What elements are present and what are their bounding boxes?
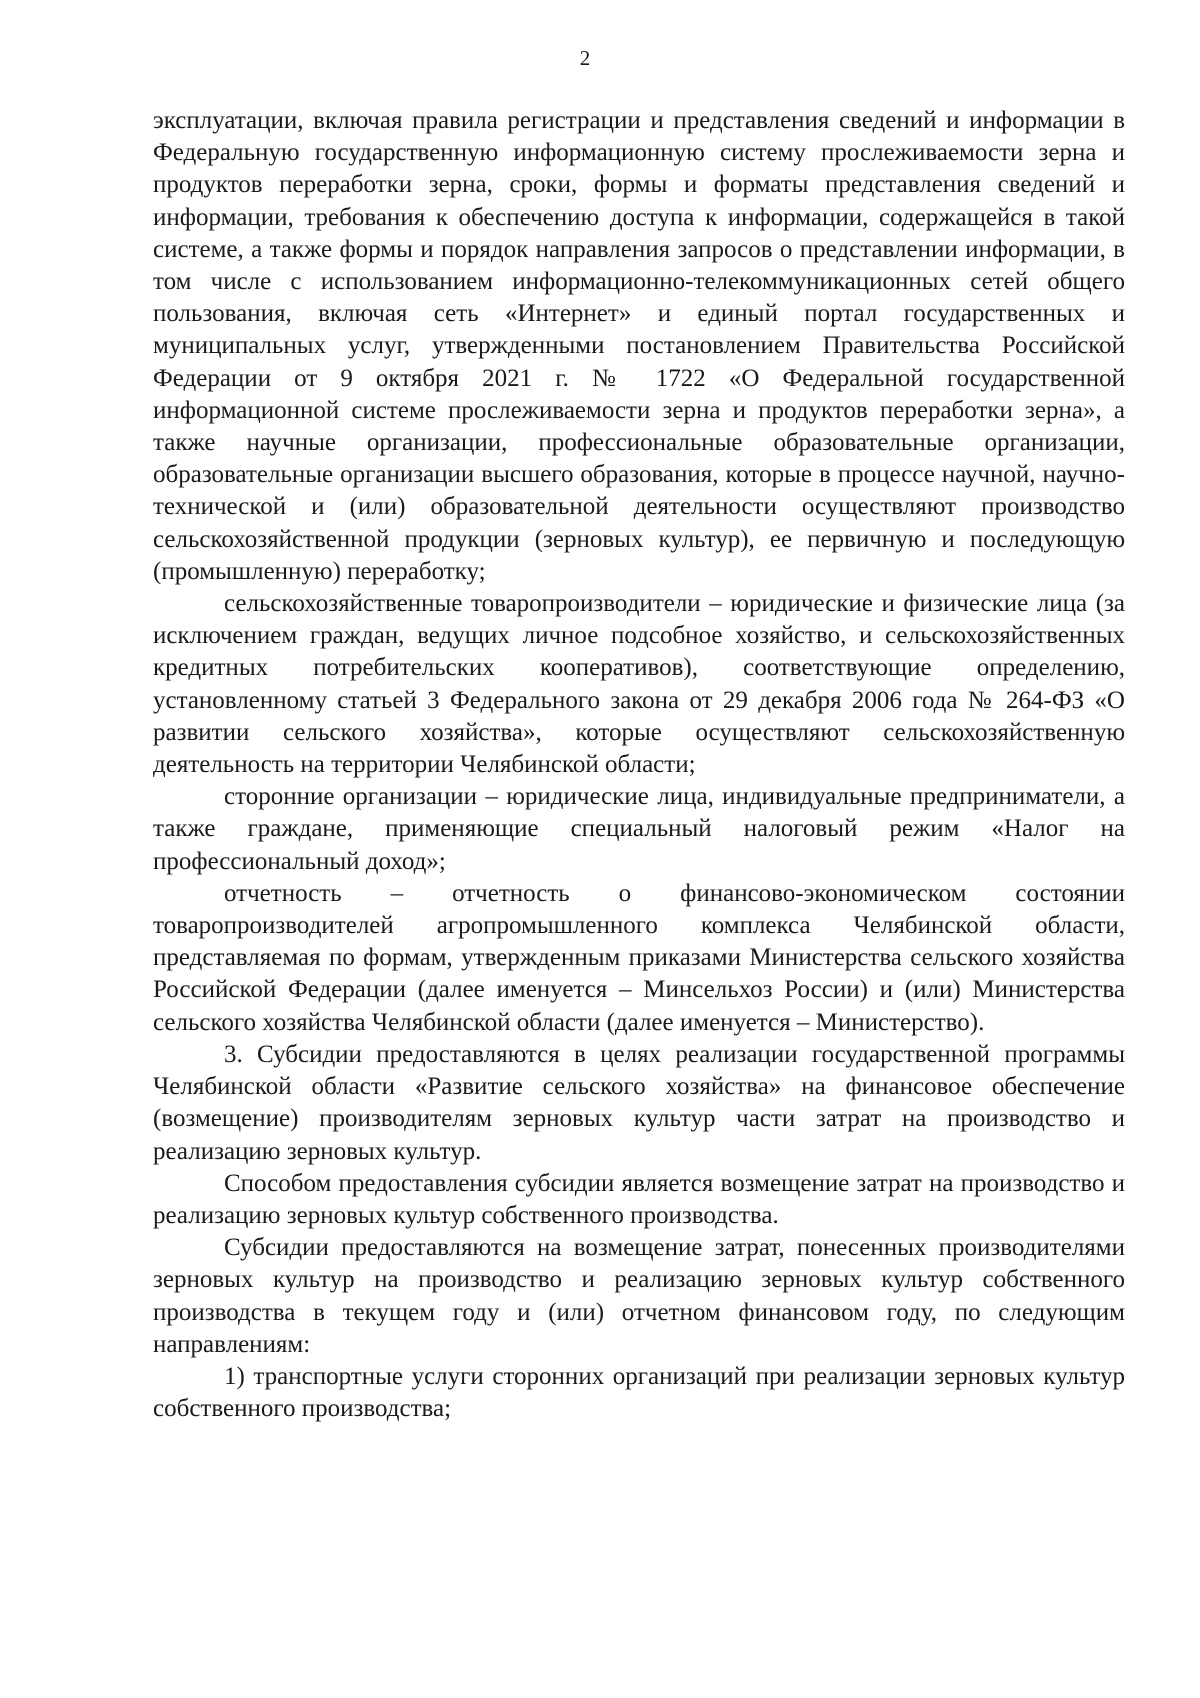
paragraph-subsidy-directions: Субсидии предоставляются на возмещение затрат, понесенных производителями зерновых культур на производство и реализацию зерновых культур собственного производства в текущем году и (или) отчетном финансовом году, по следующим направлениям: <box>153 1234 1125 1358</box>
paragraph-subsidy-method: Способом предоставления субсидии является возмещение затрат на производство и реализацию зерновых культур собственного производства. <box>153 1169 1125 1229</box>
paragraph-list-item-1: 1) транспортные услуги сторонних организаций при реализации зерновых культур собственного производства; <box>153 1362 1125 1423</box>
paragraph-definition-continuation: эксплуатации, включая правила регистрации и представления сведений и информации в Федеральную государственную информационную систему прослеживаемости зерна и продуктов переработки зерна, сроки, формы и форматы представления сведений и информации, требования к обеспечению доступа к информации, содержащейся в такой системе, а также формы и порядок направления запросов о представлении информации, в том числе с использованием информационно-телекоммуникационных сетей общего пользования, включая сеть «Интернет» и единый портал государственных и муниципальных услуг, утвержденными постановлением Правительства Российской Федерации от 9 октября 2021 г. № 1722 «О Федеральной государственной информационной системе прослеживаемости зерна и продуктов переработки зерна», а также научные организации, профессиональные образовательные организации, образовательные организации высшего образования, которые в процессе научной, научно-технической и (или) образовательной деятельности осуществляют производство сельскохозяйственной продукции (зерновых культур), ее первичную и последующую (промышленную) переработку; <box>153 107 1125 585</box>
document-body <box>153 105 1125 1425</box>
page-number: 2 <box>579 46 591 70</box>
paragraph-definition-producers: сельскохозяйственные товаропроизводители – юридические и физические лица (за исключением граждан, ведущих личное подсобное хозяйство, и сельскохозяйственных кредитных потребительских кооперативов), соответствующие определению, установленному статьей 3 Федерального закона от 29 декабря 2006 года № 264-ФЗ «О развитии сельского хозяйства», которые осуществляют сельскохозяйственную деятельность на территории Челябинской области; <box>153 590 1125 779</box>
paragraph-section-3: 3. Субсидии предоставляются в целях реализации государственной программы Челябинской области «Развитие сельского хозяйства» на финансовое обеспечение (возмещение) производителям зерновых культур части затрат на производство и реализацию зерновых культур. <box>153 1040 1125 1165</box>
paragraph-definition-third-parties: сторонние организации – юридические лица, индивидуальные предприниматели, а также граждане, применяющие специальный налоговый режим «Налог на профессиональный доход»; <box>153 783 1125 875</box>
paragraph-definition-reporting: отчетность – отчетность о финансово-экономическом состоянии товаропроизводителей агропромышленного комплекса Челябинской области, представляемая по формам, утвержденным приказами Министерства сельского хозяйства Российской Федерации (далее именуется – Минсельхоз России) и (или) Министерства сельского хозяйства Челябинской области (далее именуется – Министерство). <box>153 879 1125 1036</box>
